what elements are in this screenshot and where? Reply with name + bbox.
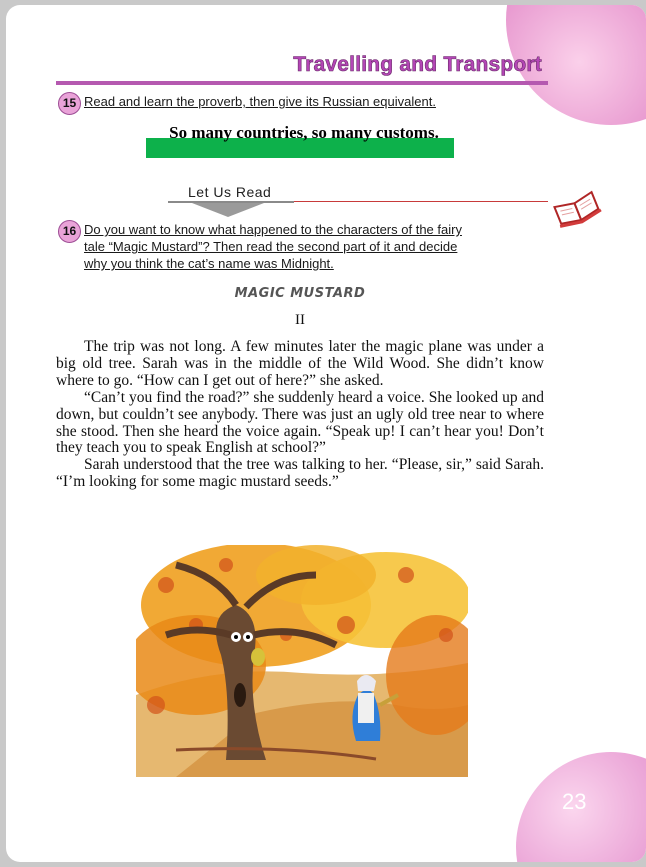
proverb: So many countries, so many customs. bbox=[169, 123, 439, 142]
task-instruction-line: Do you want to know what happened to the characters of the fairy bbox=[84, 222, 462, 237]
chapter-title: Travelling and Transport bbox=[293, 53, 542, 76]
title-divider bbox=[56, 81, 548, 85]
task-number-badge: 16 bbox=[58, 220, 81, 243]
task-instruction: Read and learn the proverb, then give its Russian equivalent. bbox=[84, 94, 436, 109]
task-number-badge: 15 bbox=[58, 92, 81, 115]
story-illustration bbox=[136, 545, 468, 777]
story-text bbox=[56, 339, 544, 491]
textbook-page bbox=[6, 5, 646, 862]
story-paragraph: The trip was not long. A few minutes later the magic plane was under a big old tree. Sarah was in the middle of the Wild Wood. She didn’t know where to go. “How can I get out of here?” she asked. bbox=[56, 338, 544, 389]
section-divider-line bbox=[294, 201, 548, 202]
story-paragraph: Sarah understood that the tree was talking to her. “Please, sir,” said Sarah. “I’m looking for some magic mustard seeds.” bbox=[56, 456, 544, 491]
task-instruction-line: tale “Magic Mustard”? Then read the second part of it and decide bbox=[84, 239, 458, 254]
section-label: Let Us Read bbox=[188, 184, 272, 200]
task-instruction-line: why you think the cat’s name was Midnight. bbox=[84, 256, 334, 271]
page-number: 23 bbox=[562, 789, 587, 814]
story-part-number: II bbox=[295, 312, 305, 328]
story-title: MAGIC MUSTARD bbox=[234, 286, 366, 301]
arrow-down-icon bbox=[192, 203, 264, 217]
open-book-icon bbox=[550, 185, 602, 229]
story-paragraph: “Can’t you find the road?” she suddenly heard a voice. She looked up and down, but couldn’t see anybody. There was just an ugly old tree near to where she stood. Then she heard the voice again. “Speak up! I can’t hear you! Don’t they teach you to speak English at school?” bbox=[56, 388, 544, 457]
